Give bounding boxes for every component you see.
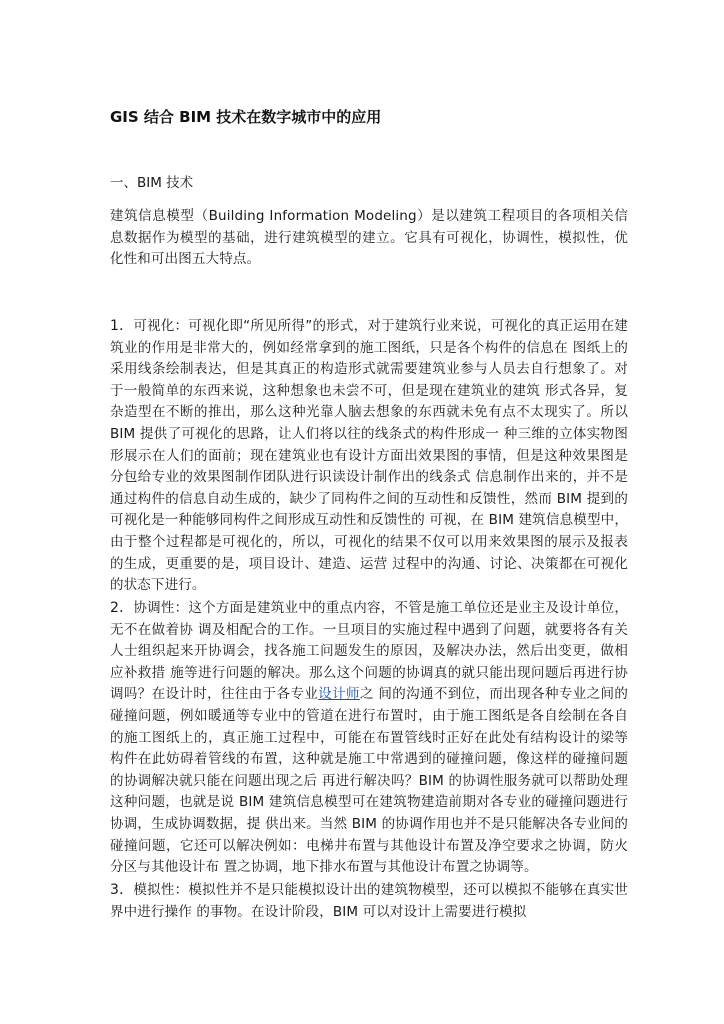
- paragraph-visualization: [110, 316, 628, 597]
- paragraph-text: 模拟性：模拟性并不是只能模拟设计出的建筑物模型，还可以模拟不能够在真实世界中进行操作 的事物。在设计阶段，BIM 可以对设计上需要进行模拟: [110, 882, 628, 920]
- document-title: GIS 结合 BIM 技术在数字城市中的应用: [110, 108, 382, 126]
- paragraph-simulation: [110, 880, 628, 923]
- intro-paragraph: 建筑信息模型（Building Information Modeling）是以建筑工程项目的各项相关信息数据作为模型的基础，进行建筑模型的建立。它具有可视化，协调性，模拟性，优化性和可出图五大特点。: [110, 208, 628, 268]
- paragraph-coordination: [110, 598, 628, 879]
- designer-link[interactable]: 设计师: [318, 686, 360, 703]
- paragraph-text: 协调性：这个方面是建筑业中的重点内容，不管是施工单位还是业主及设计单位，无不在做着协 调及相配合的工作。一旦项目的实施过程中遇到了问题，就要将各有关人士组织起来开协调会，找各施工问题发生的原因，及解决办法，然后出变更，做相应补救措 施等进行问题的解决。那么这个问题的协调真的就只能出现问题后再进行协调吗？在设计时，往往由于各专业: [110, 600, 628, 703]
- paragraph-number: 2．: [110, 600, 134, 616]
- paragraph-number: 3．: [110, 882, 134, 898]
- section-heading: 一、BIM 技术: [110, 175, 194, 191]
- paragraph-number: 1．: [110, 318, 134, 334]
- paragraph-text-continued: 之 间的沟通不到位，而出现各种专业之间的碰撞问题，例如暖通等专业中的管道在进行布置时，由于施工图纸是各自绘制在各自的施工图纸上的，真正施工过程中，可能在布置管线时正好在此处有结构设计的梁等构件在此妨碍着管线的布置，这种就是施工中常遇到的碰撞问题，像这样的碰撞问题的协调解决就只能在问题出现之后 再进行解决吗？BIM 的协调性服务就可以帮助处理这种问题，也就是说 BIM 建筑信息模型可在建筑物建造前期对各专业的碰撞问题进行协调，生成协调数据，提 供出来。当然 BIM 的协调作用也并不是只能解决各专业间的碰撞问题，它还可以解决例如：电梯井布置与其他设计布置及净空要求之协调，防火分区与其他设计布 置之协调，地下排水布置与其他设计布置之协调等。: [110, 686, 628, 876]
- paragraph-text: 可视化：可视化即“所见所得”的形式，对于建筑行业来说，可视化的真正运用在建筑业的作用是非常大的，例如经常拿到的施工图纸，只是各个构件的信息在 图纸上的采用线条绘制表达，但是其真正的构造形式就需要建筑业参与人员去自行想象了。对于一般简单的东西来说，这种想象也未尝不可，但是现在建筑业的建筑 形式各异，复杂造型在不断的推出，那么这种光靠人脑去想象的东西就未免有点不太现实了。所以 BIM 提供了可视化的思路，让人们将以往的线条式的构件形成一 种三维的立体实物图形展示在人们的面前；现在建筑业也有设计方面出效果图的事情，但是这种效果图是分包给专业的效果图制作团队进行识读设计制作出的线条式 信息制作出来的，并不是通过构件的信息自动生成的，缺少了同构件之间的互动性和反馈性，然而 BIM 提到的可视化是一种能够同构件之间形成互动性和反馈性的 可视，在 BIM 建筑信息模型中，由于整个过程都是可视化的，所以，可视化的结果不仅可以用来效果图的展示及报表的生成，更重要的是，项目设计、建造、运营 过程中的沟通、讨论、决策都在可视化的状态下进行。: [110, 318, 628, 594]
